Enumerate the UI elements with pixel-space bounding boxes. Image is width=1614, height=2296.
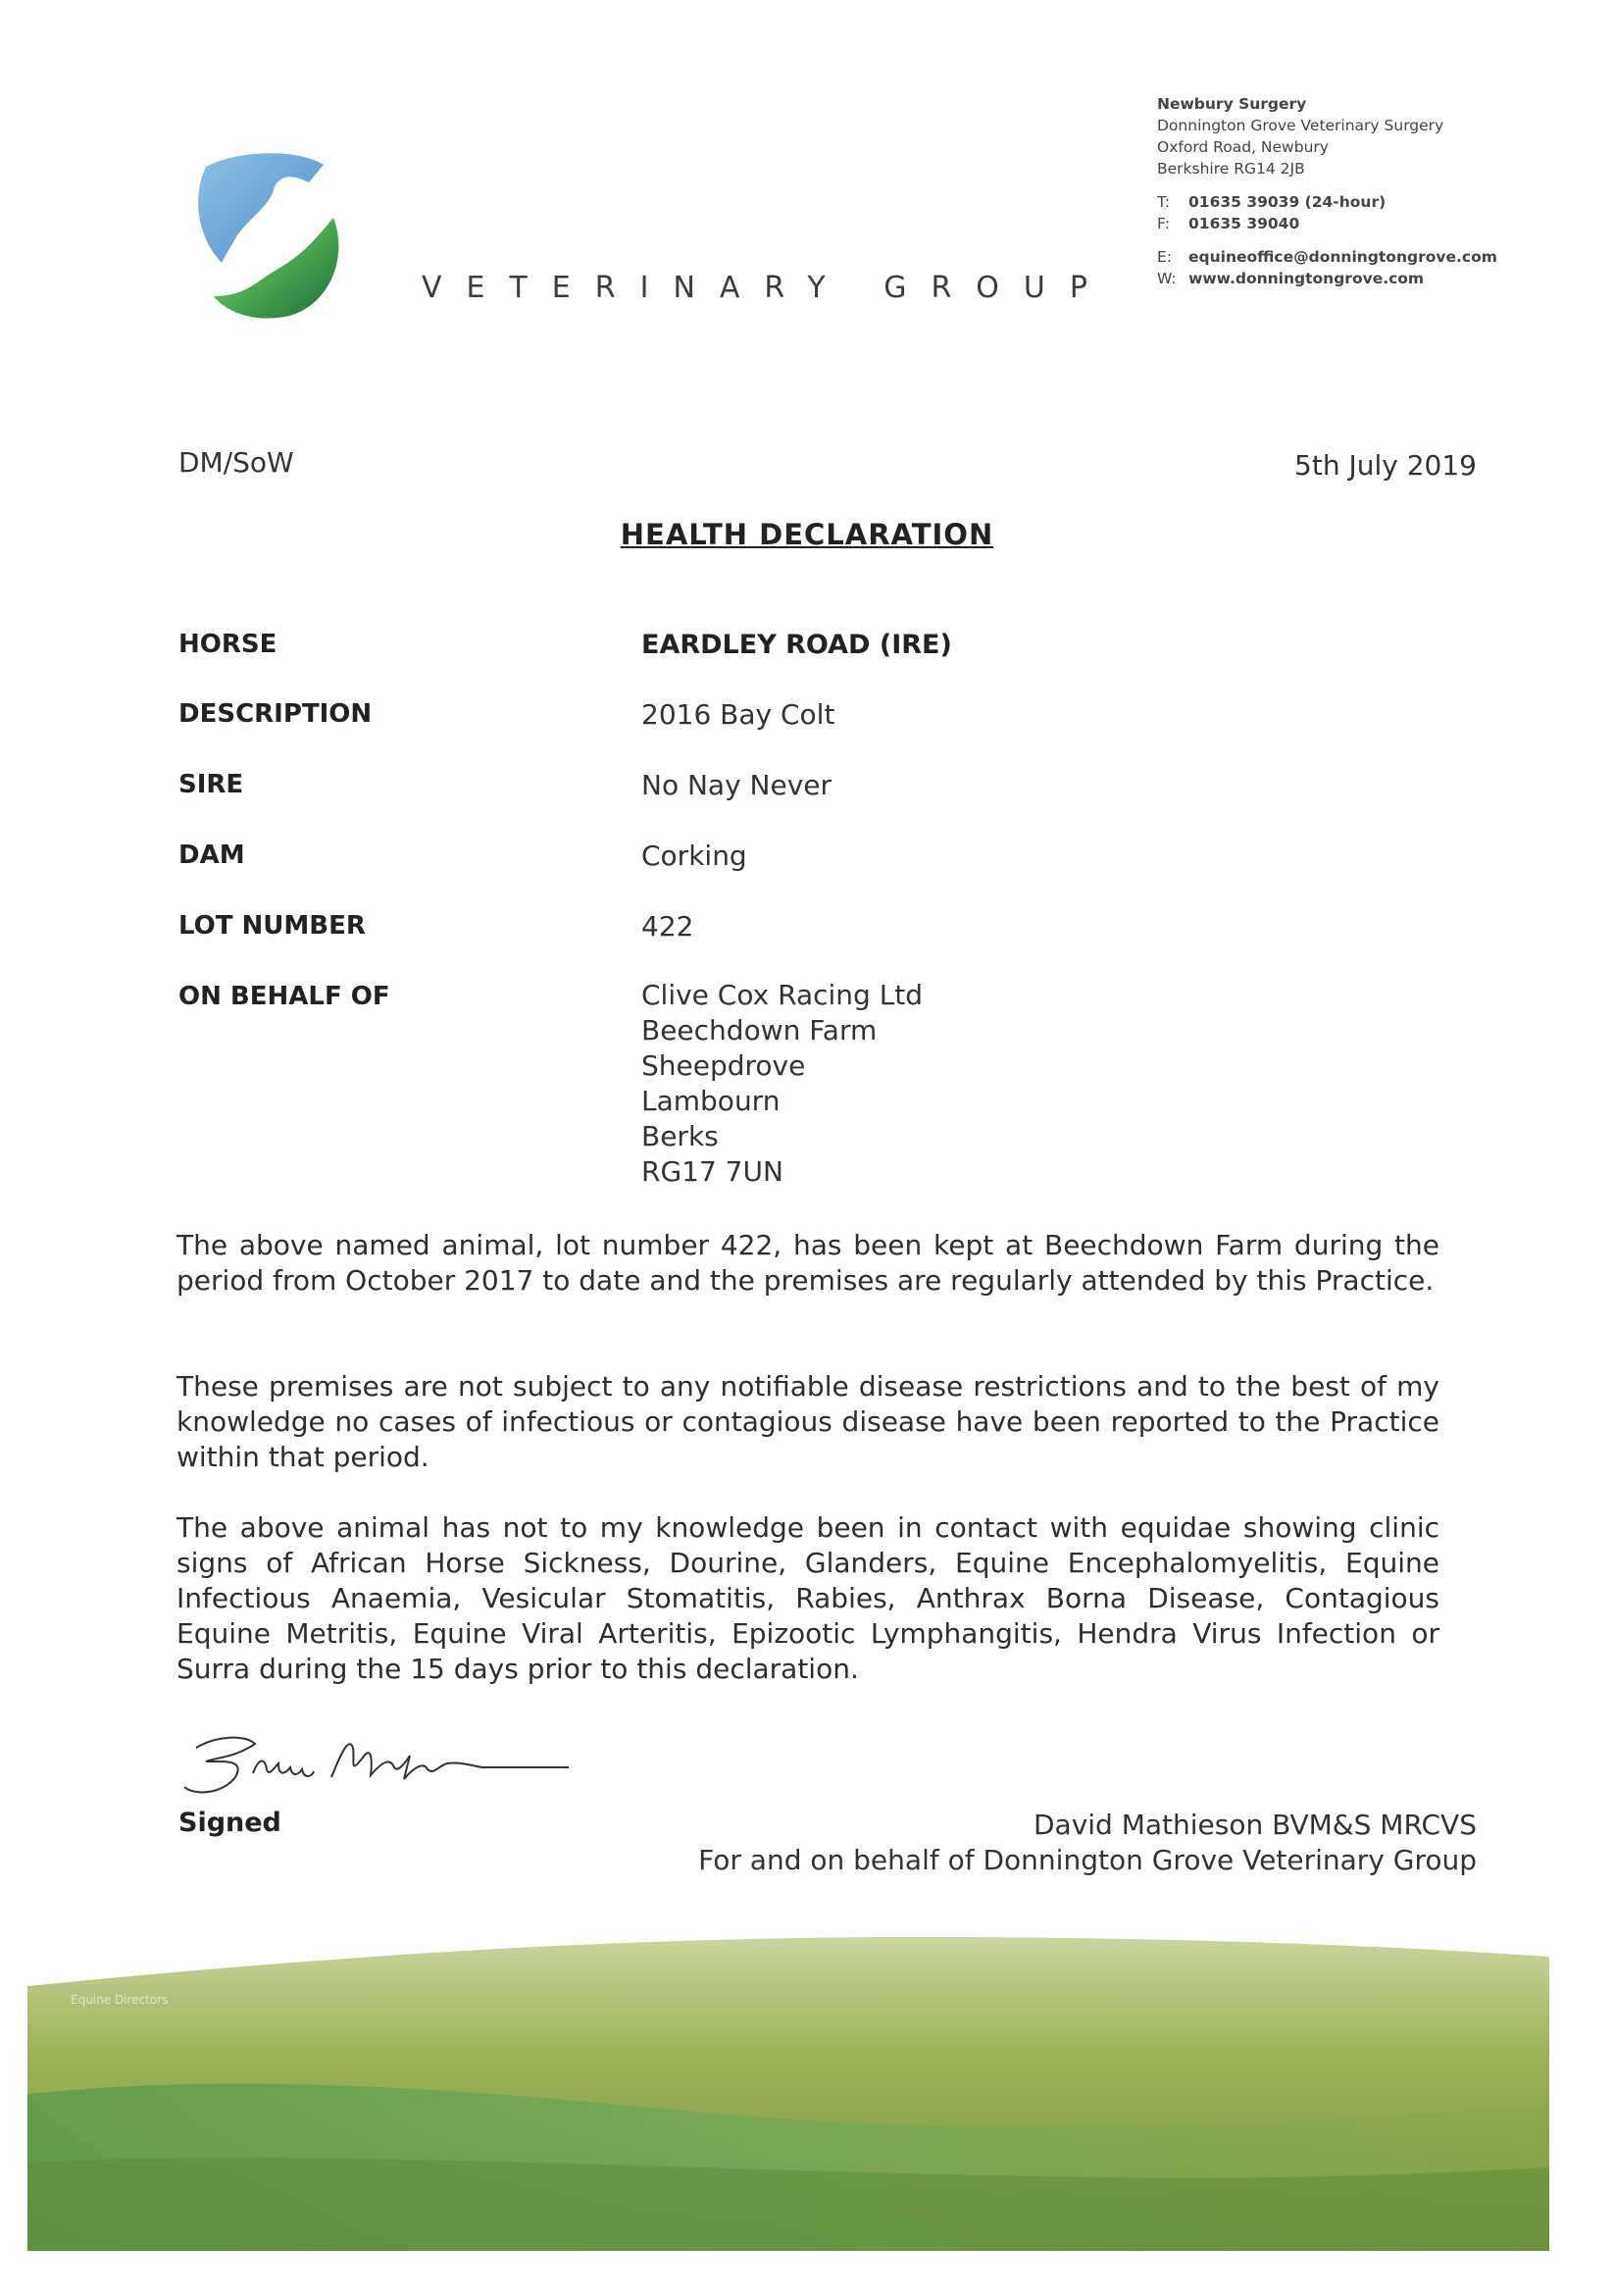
- signatory-block: [698, 1808, 1477, 1878]
- footer-landscape-banner: [27, 1927, 1549, 2251]
- tel-label: T:: [1157, 193, 1170, 211]
- handwritten-signature: [177, 1718, 579, 1807]
- website-link[interactable]: www.donningtongrove.com: [1188, 270, 1425, 287]
- fax-number: 01635 39040: [1188, 215, 1300, 232]
- dam-value: Corking: [641, 840, 747, 872]
- paragraph-disease-contact: The above animal has not to my knowledge been in contact with equidae showing clinic signs of African Horse Sickness, Dourine, Glanders, Equine Encephalomyelitis, Equine Infectious Anaemia, Vesicular Stomatitis, Rabies, Anthrax Borna Disease, Contagious Equine Metritis, Equine Viral Arteritis, Epizootic Lymphangitis, Hendra Virus Infection or Surra during the 15 days prior to this declaration.: [177, 1511, 1439, 1685]
- practice-address-block: [1157, 93, 1497, 289]
- behalf-line: Beechdown Farm: [641, 1014, 878, 1046]
- sire-value: No Nay Never: [641, 769, 832, 801]
- letter-reference: DM/SoW: [178, 446, 294, 479]
- sire-label: SIRE: [178, 770, 244, 799]
- behalf-line: Clive Cox Racing Ltd: [641, 979, 924, 1011]
- footer-caption: Equine Directors: [71, 1993, 169, 2007]
- horse-value: EARDLEY ROAD (IRE): [641, 630, 952, 660]
- email-address[interactable]: equineoffice@donningtongrove.com: [1188, 248, 1497, 266]
- horse-label: HORSE: [178, 630, 277, 659]
- signatory-on-behalf: For and on behalf of Donnington Grove Veterinary Group: [698, 1844, 1477, 1876]
- signed-label: Signed: [178, 1808, 281, 1838]
- address-line-3: Berkshire RG14 2JB: [1157, 160, 1305, 178]
- dam-label: DAM: [178, 841, 245, 870]
- paragraph-restrictions: These premises are not subject to any notifiable disease restrictions and to the best of my knowledge no cases of infectious or contagious disease have been reported to the Practice within that period.: [177, 1370, 1439, 1473]
- lot-number-value: 422: [641, 910, 694, 943]
- web-label: W:: [1157, 270, 1177, 287]
- web-row: [1157, 268, 1497, 289]
- surgery-name: Newbury Surgery: [1157, 95, 1307, 113]
- behalf-line: Lambourn: [641, 1085, 781, 1117]
- on-behalf-of-label: ON BEHALF OF: [178, 982, 390, 1011]
- email-label: E:: [1157, 248, 1173, 266]
- on-behalf-of-address: [641, 978, 923, 1190]
- behalf-line: Berks: [641, 1120, 719, 1152]
- address-line-2: Oxford Road, Newbury: [1157, 138, 1329, 156]
- fax-row: [1157, 213, 1497, 234]
- lot-number-label: LOT NUMBER: [178, 911, 366, 941]
- description-value: 2016 Bay Colt: [641, 698, 835, 731]
- email-row: [1157, 246, 1497, 268]
- document-title: HEALTH DECLARATION: [620, 518, 994, 551]
- signatory-name: David Mathieson BVM&S MRCVS: [1033, 1809, 1477, 1841]
- address-line-1: Donnington Grove Veterinary Surgery: [1157, 117, 1444, 134]
- telephone-row: [1157, 191, 1497, 213]
- paragraph-premises: The above named animal, lot number 422, has been kept at Beechdown Farm during the period from October 2017 to date and the premises are regularly attended by this Practice.: [177, 1229, 1439, 1297]
- behalf-line: Sheepdrove: [641, 1049, 806, 1082]
- logo-wordmark: VETERINARY GROUP: [422, 271, 1112, 305]
- veterinary-group-logo: [186, 147, 353, 319]
- behalf-line: RG17 7UN: [641, 1155, 783, 1188]
- description-label: DESCRIPTION: [178, 699, 373, 729]
- telephone-number: 01635 39039 (24-hour): [1188, 193, 1387, 211]
- fax-label: F:: [1157, 215, 1170, 232]
- letter-date: 5th July 2019: [1294, 449, 1477, 482]
